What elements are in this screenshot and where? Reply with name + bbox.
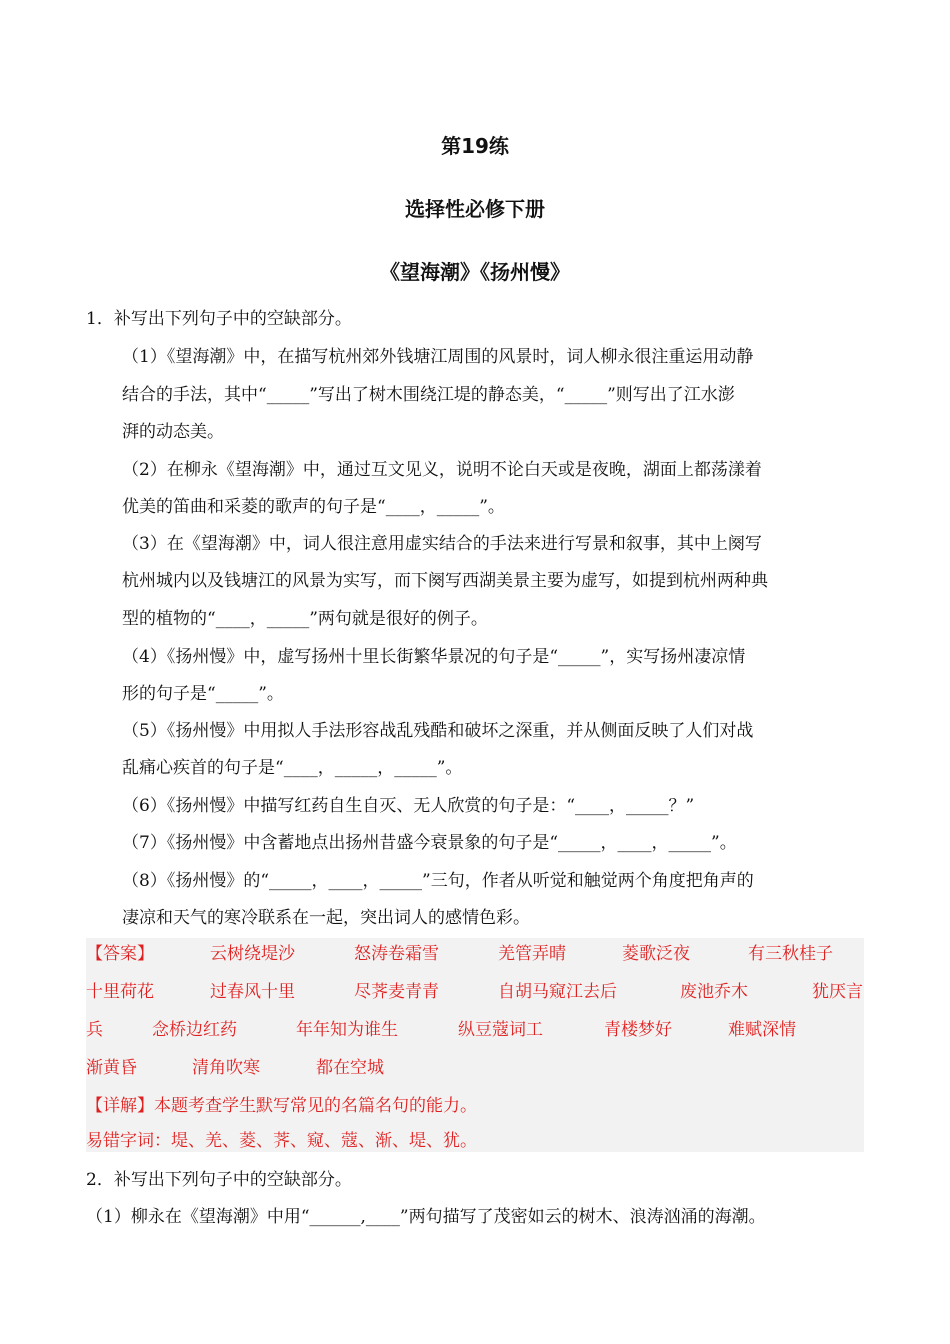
answer-row xyxy=(86,1018,864,1046)
answer-item: 渐黄昏 xyxy=(86,1058,137,1078)
answer-row xyxy=(86,980,864,1008)
q1-line: （6）《扬州慢》中描写红药自生自灭、无人欣赏的句子是：“____，_____？” xyxy=(122,796,695,816)
answer-label: 【答案】 xyxy=(86,944,154,964)
answer-item: 尽荠麦青青 xyxy=(354,982,439,1002)
answer-row xyxy=(86,942,864,970)
answer-item: 都在空城 xyxy=(316,1058,384,1078)
answer-item: 云树绕堤沙 xyxy=(210,944,295,964)
answer-errors: 易错字词：堤、羌、菱、荠、窥、蔻、渐、堤、犹。 xyxy=(86,1131,477,1151)
answer-item: 羌管弄晴 xyxy=(498,944,566,964)
answer-item: 十里荷花 xyxy=(86,982,154,1002)
q1-line: （8）《扬州慢》的“_____，____，_____”三句，作者从听觉和触觉两个角度把角声的 xyxy=(122,871,754,891)
answer-item: 自胡马窥江去后 xyxy=(498,982,617,1002)
q1-line: 结合的手法，其中“_____”写出了树木围绕江堤的静态美，“_____”则写出了江水澎 xyxy=(122,385,735,405)
answer-item: 纵豆蔻词工 xyxy=(458,1020,543,1040)
q1-line: （4）《扬州慢》中，虚写扬州十里长街繁华景况的句子是“_____”，实写扬州凄凉情 xyxy=(122,647,746,667)
answer-detail: 【详解】本题考查学生默写常见的名篇名句的能力。 xyxy=(86,1096,477,1116)
lesson-title: 第19练 xyxy=(441,134,509,158)
q1-line: 乱痛心疾首的句子是“____，_____，_____”。 xyxy=(122,758,463,778)
q2-line: （1）柳永在《望海潮》中用“______,____”两句描写了茂密如云的树木、浪涛汹涌的海潮。 xyxy=(86,1207,766,1227)
q1-line: （1）《望海潮》中，在描写杭州郊外钱塘江周围的风景时，词人柳永很注重运用动静 xyxy=(122,347,754,367)
answer-item: 年年知为谁生 xyxy=(296,1020,398,1040)
answer-item: 青楼梦好 xyxy=(604,1020,672,1040)
answer-item: 难赋深情 xyxy=(728,1020,796,1040)
answer-item: 怒涛卷霜雪 xyxy=(354,944,439,964)
answer-item: 清角吹寒 xyxy=(192,1058,260,1078)
answer-item: 有三秋桂子 xyxy=(748,944,833,964)
answer-item: 废池乔木 xyxy=(680,982,748,1002)
q1-line: （7）《扬州慢》中含蓄地点出扬州昔盛今衰景象的句子是“_____，____，_____”。 xyxy=(122,833,737,853)
q2-stem: 2．补写出下列句子中的空缺部分。 xyxy=(86,1170,352,1190)
answer-item: 念桥边红药 xyxy=(152,1020,237,1040)
q1-line: 形的句子是“_____”。 xyxy=(122,684,284,704)
q1-stem: 1．补写出下列句子中的空缺部分。 xyxy=(86,309,352,329)
q1-line: （2）在柳永《望海潮》中，通过互文见义，说明不论白天或是夜晚，湖面上都荡漾着 xyxy=(122,460,762,480)
answer-row xyxy=(86,1056,864,1084)
q1-line: 杭州城内以及钱塘江的风景为实写，而下阕写西湖美景主要为虚写，如提到杭州两种典 xyxy=(122,571,768,591)
q1-line: 型的植物的“____，_____”两句就是很好的例子。 xyxy=(122,609,488,629)
answer-item: 菱歌泛夜 xyxy=(622,944,690,964)
texts-title: 《望海潮》《扬州慢》 xyxy=(380,260,570,284)
answer-item: 犹厌言 xyxy=(812,982,863,1002)
q1-line: （3）在《望海潮》中，词人很注意用虚实结合的手法来进行写景和叙事，其中上阕写 xyxy=(122,534,762,554)
q1-line: 凄凉和天气的寒冷联系在一起，突出词人的感情色彩。 xyxy=(122,908,530,928)
q1-line: （5）《扬州慢》中用拟人手法形容战乱残酷和破坏之深重，并从侧面反映了人们对战 xyxy=(122,721,754,741)
answer-item: 兵 xyxy=(86,1020,103,1040)
q1-line: 优美的笛曲和采菱的歌声的句子是“____，_____”。 xyxy=(122,497,505,517)
answer-item: 过春风十里 xyxy=(210,982,295,1002)
book-title: 选择性必修下册 xyxy=(405,197,545,221)
q1-line: 湃的动态美。 xyxy=(122,422,224,442)
